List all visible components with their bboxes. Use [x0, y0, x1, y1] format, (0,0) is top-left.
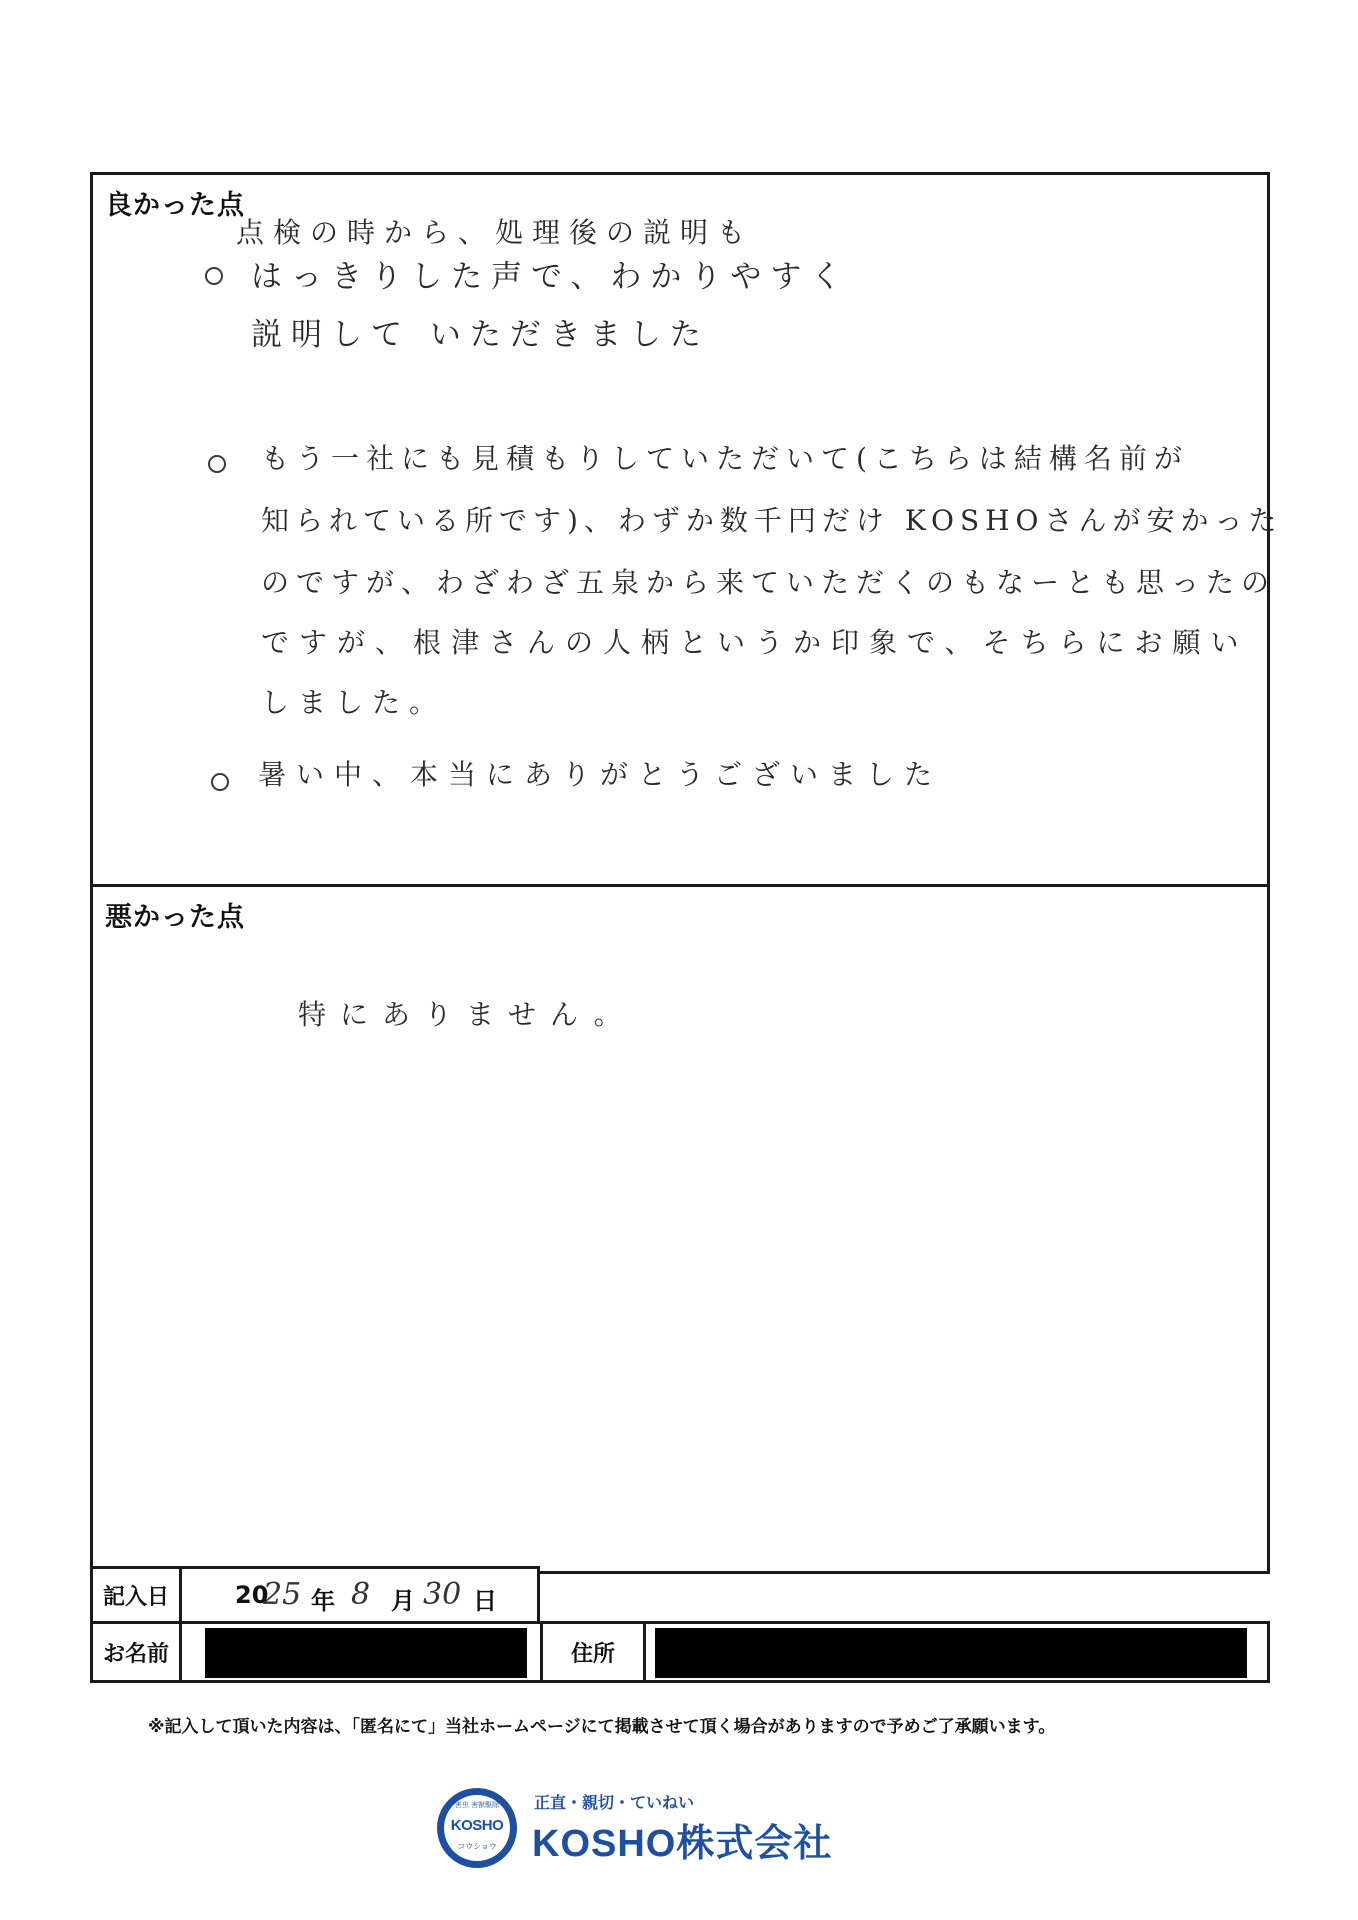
- feedback-form: [90, 172, 1283, 1574]
- good-points-title: 良かった点: [105, 190, 245, 221]
- name-label: お名前: [102, 1641, 169, 1667]
- company-name: KOSHO株式会社: [532, 1823, 833, 1865]
- logo-word: KOSHO: [450, 1817, 504, 1834]
- company-tagline: 正直・親切・ていねい: [534, 1793, 695, 1812]
- bad-points-section: [93, 887, 1267, 1511]
- entry-date-row: [90, 1566, 540, 1624]
- address-label: 住所: [570, 1641, 615, 1667]
- logo-inner: [444, 1795, 510, 1861]
- good-line-7: ですが、根津さんの人柄というか印象で、そちらにお願い: [261, 626, 1249, 659]
- year-unit: 年: [311, 1587, 335, 1615]
- logo-top-text: 害虫 害獣駆除: [454, 1801, 500, 1809]
- year-prefix: 20: [235, 1581, 269, 1609]
- day-hand: 30: [423, 1577, 462, 1612]
- good-points-section: [93, 175, 1283, 887]
- good-line-1: 点検の時から、処理後の説明も: [236, 216, 755, 249]
- kosho-logo-icon: [437, 1788, 517, 1868]
- disclaimer-note: ※記入して頂いた内容は、「匿名にて」当社ホームページにて掲載させて頂く場合がありますので予めご了承願います。: [148, 1717, 1056, 1737]
- bullet-2: [208, 455, 226, 473]
- address-redaction: [655, 1628, 1247, 1678]
- divider: [643, 1624, 646, 1680]
- good-line-9: 暑い中、本当にありがとうございました: [258, 758, 943, 791]
- good-line-8: しました。: [261, 686, 447, 719]
- name-address-row: [90, 1621, 1270, 1683]
- bullet-3: [211, 773, 229, 791]
- bad-points-title: 悪かった点: [105, 902, 245, 933]
- name-redaction: [205, 1628, 527, 1678]
- good-line-3: 説明して いただきました: [251, 317, 710, 353]
- good-line-4: もう一社にも見積もりしていただいて(こちらは結構名前が: [261, 442, 1189, 475]
- good-line-5: 知られている所です)、わずか数千円だけ KOSHOさんが安かった: [261, 504, 1283, 537]
- date-label: 記入日: [102, 1584, 169, 1610]
- year-hand: 25: [263, 1577, 302, 1612]
- good-line-6: のですが、わざわざ五泉から来ていただくのもなーとも思ったの: [261, 566, 1277, 599]
- divider: [179, 1624, 182, 1680]
- logo-kana: コウショウ: [457, 1842, 497, 1851]
- good-line-2: はっきりした声で、わかりやすく: [251, 259, 851, 295]
- divider: [179, 1569, 182, 1621]
- day-unit: 日: [473, 1587, 497, 1615]
- month-unit: 月: [391, 1587, 415, 1615]
- bullet-1: [205, 267, 223, 285]
- bad-line-1: 特にありません。: [298, 998, 636, 1031]
- month-hand: 8: [351, 1577, 371, 1612]
